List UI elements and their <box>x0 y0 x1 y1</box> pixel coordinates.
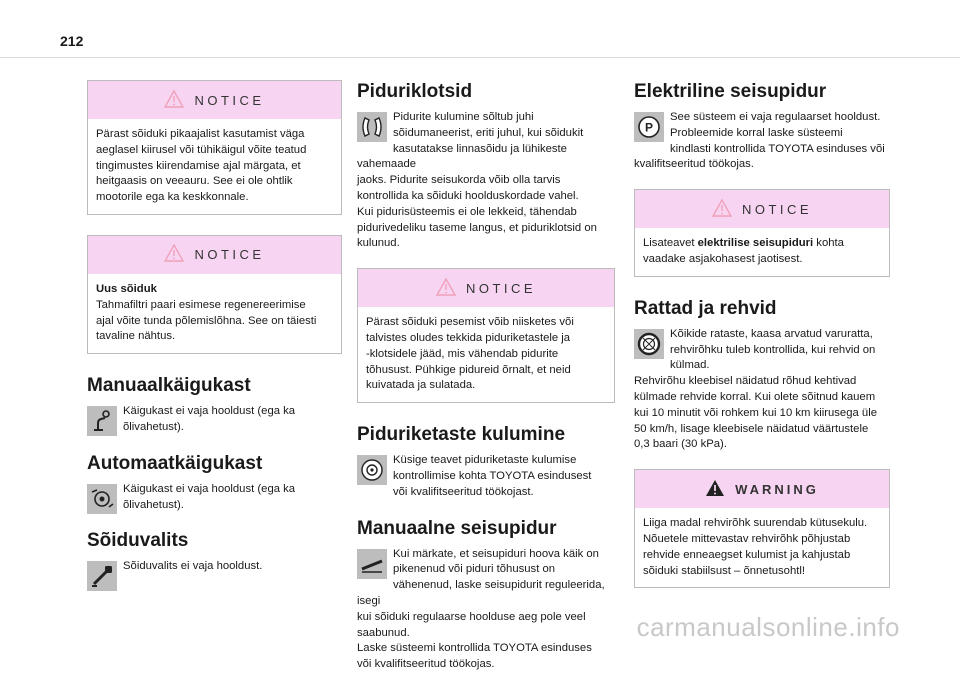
text-line: kulunud. <box>357 237 400 250</box>
section-text <box>357 453 615 500</box>
gear-selector-icon <box>87 561 117 591</box>
section-heading: Manuaalne seisupidur <box>357 517 557 539</box>
text-line: Nõuetele mittevastav rehvirõhk põhjustab <box>643 532 851 545</box>
text-line: või kvalifitseeritud töökojas. <box>357 658 495 671</box>
notice-box-brake-ice <box>357 268 615 403</box>
header-divider <box>0 57 960 58</box>
text-line: Sõiduvalits ei vaja hooldust. <box>123 560 263 573</box>
text-line: 50 km/h, lisage kleebisele näidatud väärtustele <box>634 422 869 435</box>
warning-title: WARNING <box>735 481 819 497</box>
text-line: Küsige teavet piduriketaste kulumise <box>393 454 577 467</box>
warning-triangle-icon <box>705 479 725 500</box>
text-line: Pärast sõiduki pikaajalist kasutamist väga <box>96 128 305 140</box>
notice-triangle-icon <box>712 199 732 220</box>
section-text <box>87 559 342 575</box>
text-line: aeglasel kiirusel või tühikäigul võite teatud <box>96 143 307 156</box>
text-line: saabunud. <box>357 626 410 639</box>
text-line: Pidurite kulumine sõltub juhi <box>393 111 534 123</box>
notice-box-new-vehicle <box>87 235 342 354</box>
text-line: Liiga madal rehvirõhk suurendab kütusekulu. <box>643 517 868 530</box>
section-heading: Piduriketaste kulumine <box>357 424 566 446</box>
text-line: külmade rehvide korral. Kui olete sõitnud kauem <box>634 390 876 403</box>
section-heading: Automaatkäigukast <box>87 452 263 474</box>
manual-gearbox-icon <box>87 406 117 436</box>
brake-pads-icon <box>357 112 387 142</box>
text-line: Käigukast ei vaja hooldust (ega ka <box>123 482 296 495</box>
text-line: tavaline nähtus. <box>96 330 176 343</box>
notice-header <box>88 81 341 119</box>
notice-body <box>635 228 889 276</box>
text-line: vaadake asjakohasest jaotisest. <box>643 252 803 265</box>
column-1 <box>87 80 342 593</box>
text-line: kuivatada ja sulatada. <box>366 379 476 392</box>
text-line: Probleemide korral laske süsteemi <box>670 126 843 139</box>
text-line: kasutatakse linnasõidu ja lühikeste vahemaade <box>357 142 567 171</box>
notice-triangle-icon <box>164 90 184 111</box>
text-line: Pärast sõiduki pesemist võib niisketes või <box>366 316 574 329</box>
notice-title: NOTICE <box>194 247 265 263</box>
section-heading: Sõiduvalits <box>87 530 189 552</box>
section-heading: Piduriklotsid <box>357 81 473 102</box>
text-line: talvistes oludes tekkida piduriketastele ja <box>366 331 571 344</box>
section-manual-gearbox <box>87 374 342 436</box>
text-line: pikenenud või piduri tõhusust on <box>393 563 556 576</box>
text-line: tõhusust. Pühkige pidureid õrnalt, et neid <box>366 363 571 376</box>
text-line: kindlasti kontrollida TOYOTA esinduses või <box>670 142 885 155</box>
svg-text:P: P <box>644 120 654 135</box>
text-line: tingimustes kiirendamise ajal märgata, et <box>96 159 301 172</box>
text-line: sõiduki stabiilsust – õnnetusohtl! <box>643 564 806 577</box>
notice-triangle-icon <box>164 244 184 265</box>
warning-box-tyre-pressure <box>634 469 890 588</box>
text-line: õlivahetust). <box>123 498 184 511</box>
notice-header <box>88 236 341 274</box>
notice-box-exhaust <box>87 80 342 215</box>
section-brake-discs <box>357 423 615 500</box>
notice-body <box>88 119 341 214</box>
text-line: See süsteem ei vaja regulaarset hooldust. <box>670 111 881 123</box>
section-wheels-tyres <box>634 297 890 453</box>
warning-header <box>635 470 889 508</box>
text-fragment: Lisateavet <box>643 237 698 250</box>
text-line: Tahmafiltri paari esimese regenereerimise <box>96 298 306 311</box>
text-line: Rehvirõhu kleebisel näidatud rõhud kehtivad <box>634 375 857 388</box>
section-heading: Manuaalkäigukast <box>87 375 251 397</box>
text-line: heitgaasis on veeauru. See ei ole ohtlik <box>96 175 293 188</box>
text-line: kui 10 minutit või rohkem kui 10 km kiirusega üle <box>634 406 877 419</box>
text-line: rehvirõhku tuleb kontrollida, kui rehvid on <box>670 343 876 356</box>
handbrake-icon <box>357 549 387 579</box>
warning-body <box>635 508 889 587</box>
notice-triangle-icon <box>436 278 456 299</box>
text-line: vähenenud, laske seisupidurit reguleerida, isegi <box>357 579 605 607</box>
text-line: Kui pidurisüsteemis ei ole lekkeid, tähendab <box>357 205 577 218</box>
section-automatic-gearbox <box>87 452 342 514</box>
column-2 <box>357 80 615 689</box>
text-line: kvalifitseeritud töökojas. <box>634 158 754 171</box>
section-text <box>357 110 615 252</box>
parking-brake-icon <box>634 112 664 142</box>
text-line: kontrollida ka sõiduki hoolduskordade vahel. <box>357 189 579 202</box>
section-text <box>357 547 615 673</box>
tyre-icon <box>634 329 664 359</box>
section-manual-parking-brake <box>357 517 615 673</box>
section-heading: Elektriline seisupidur <box>634 81 827 102</box>
text-line <box>643 236 881 252</box>
text-line: 0,3 baari (30 kPa). <box>634 438 727 451</box>
notice-title: NOTICE <box>465 280 537 296</box>
notice-header <box>358 269 614 307</box>
notice-header <box>635 190 889 228</box>
automatic-gearbox-icon <box>87 484 117 514</box>
text-line: kui sõiduki regulaarse hoolduse aeg pole veel <box>357 610 586 623</box>
section-electric-parking-brake <box>634 80 890 173</box>
text-line: mootorile ega ka keskkonnale. <box>96 191 249 204</box>
section-heading: Rattad ja rehvid <box>634 297 777 319</box>
bold-reference: elektrilise seisupiduri <box>697 237 814 250</box>
text-line: ajal võite tunda põlemislõhna. See on täiesti <box>96 314 317 327</box>
section-text <box>634 327 890 453</box>
text-line: Käigukast ei vaja hooldust (ega ka <box>123 405 296 418</box>
section-text <box>87 482 342 514</box>
text-line: jaoks. Pidurite seisukorda võib olla tarvis <box>357 174 561 187</box>
text-line: külmad. <box>670 359 710 372</box>
text-fragment: kohta <box>813 237 844 250</box>
text-line: Laske süsteemi kontrollida TOYOTA esinduses <box>357 642 592 655</box>
text-line: Kui märkate, et seisupiduri hoova käik on <box>393 547 599 560</box>
text-line: õlivahetust). <box>123 420 184 433</box>
notice-title: NOTICE <box>194 92 265 108</box>
text-line: või kvalifitseeritud töökojast. <box>393 485 534 498</box>
notice-title: NOTICE <box>741 201 813 217</box>
text-line: Kõikide rataste, kaasa arvatud varuratta, <box>670 327 873 340</box>
section-brake-pads <box>357 80 615 252</box>
text-line: -klotsidele jääd, mis vähendab pidurite <box>366 347 559 360</box>
notice-body <box>88 274 341 353</box>
watermark: carmanualsonline.info <box>636 612 900 642</box>
notice-body <box>358 307 614 402</box>
section-gear-selector <box>87 529 342 575</box>
notice-bold-heading: Uus sõiduk <box>96 282 157 295</box>
text-line: sõidumaneerist, eriti juhul, kui sõidukit <box>393 126 584 139</box>
text-line: pidurivedeliku taseme langus, et piduriklotsid on <box>357 221 597 234</box>
text-line: rehvide enneaegset kulumist ja kahjustab <box>643 548 851 561</box>
text-line: kontrollimise kohta TOYOTA esindusest <box>393 469 592 482</box>
section-text <box>87 404 342 436</box>
brake-disc-icon <box>357 455 387 485</box>
section-text <box>634 110 890 173</box>
notice-box-parking-brake <box>634 189 890 277</box>
column-3 <box>634 80 890 608</box>
page-number: 212 <box>60 33 84 49</box>
